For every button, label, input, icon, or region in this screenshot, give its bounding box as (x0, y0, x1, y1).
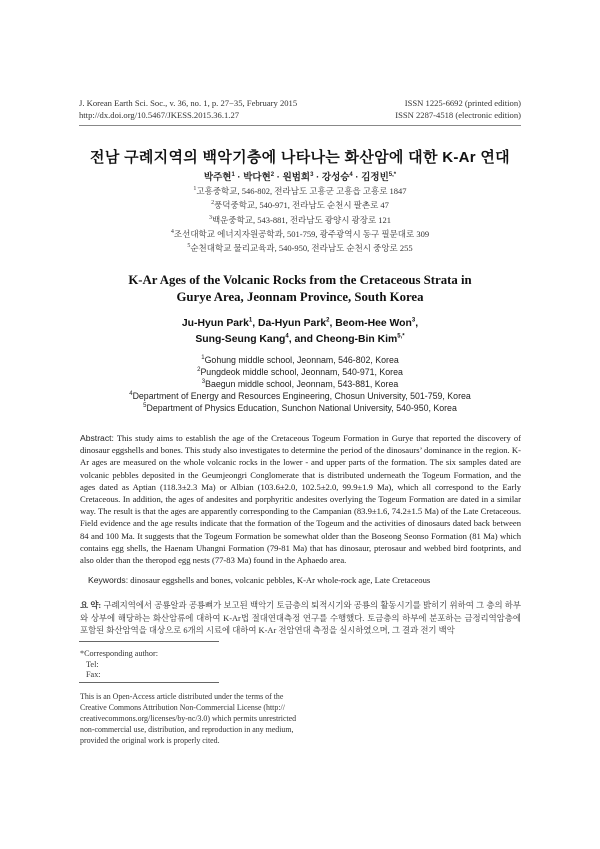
author-affiliation-mark: 3 (411, 317, 416, 324)
journal-citation: J. Korean Earth Sci. Soc., v. 36, no. 1, p. 27−35, February 2015 (79, 98, 298, 108)
affiliation-text: 백운중학교, 543-881, 전라남도 광양시 광장로 121 (211, 214, 392, 225)
affiliation-line (0, 241, 600, 255)
author-affiliation-mark: 3 (310, 171, 314, 178)
abstract (80, 432, 521, 566)
corresponding-footnote (80, 649, 158, 681)
korean-affiliations (0, 184, 600, 255)
abstract-text: This study aims to establish the age of the Cretaceous Togeum Formation in Gurye that reported the discovery of dinosaur eggshells and bones. This study also investigates to determine the period of the dinosaurs’ dominance in the region. K-Ar ages are measured on the whole volcanic rocks in the lower - and upper parts of the formation. The six samples dated are volcanic pebbles deposited in the Geumjeongri Conglomerate that is distributed underneath the Togeum Formation, and the ages dated as Aptian (118.3±2.3 Ma) or Albian (103.6±2.0, 102.5±2.0, 99.9±1.9 Ma), which all correspond to the Early Cretaceous. In addition, the ages of andesites and porphyritic andesites overlying the Togeum Formation are dated in a similar way. The result is that the ages are apparently corresponding to the Campanian (83.9±1.6, 74.2±1.5 Ma) of the Late Cretaceous. Field evidence and the age results indicate that the formation of the Togeum and the activities of dinosaurs dated back between 84 and 100 Ma. It suggests that the Togeum Formation be somewhat older than the Boseong Seonso Formation (81 Ma) which contains egg shells, the Haenam Uhangni Formation (79-81 Ma) that has dinosaur, pterosaur and webbed bird footprints, and also older than the theropod egg nests (77-83 Ma) found in the Aphaedo area. (80, 433, 521, 566)
affiliation-text: Department of Energy and Resources Engineering, Chosun University, 501-759, Korea (132, 391, 471, 401)
affiliation-line (0, 366, 600, 378)
korean-abstract-label: 요 약: (80, 601, 102, 610)
affiliation-text: 조선대학교 에너지자원공학과, 501-759, 광주광역시 동구 필문대로 309 (173, 228, 430, 239)
affiliation-text: Gohung middle school, Jeonnam, 546-802, Korea (204, 355, 399, 365)
affiliation-mark: 1 (201, 355, 205, 362)
doi-link[interactable]: http://dx.doi.org/10.5467/JKESS.2015.36.1.27 (79, 109, 240, 120)
affiliation-text: 풍덕중학교, 540-971, 전라남도 순천시 팔촌로 47 (214, 200, 389, 211)
affiliation-line (0, 184, 600, 198)
affiliation-line (0, 378, 600, 390)
author-affiliation-mark: 1 (248, 317, 253, 324)
affiliation-line (0, 198, 600, 212)
license-line: This is an Open-Access article distributed under the terms of the (80, 692, 284, 701)
affiliation-line (0, 213, 600, 227)
corresponding-author: *Corresponding author: (80, 649, 158, 658)
footnote-divider (79, 641, 219, 642)
keywords-text: dinosaur eggshells and bones, volcanic pebbles, K-Ar whole-rock age, Late Cretaceous (130, 575, 431, 585)
korean-abstract-text: 구례지역에서 공룡알과 공룡뼈가 보고된 백악기 토금층의 퇴적시기와 공룡의 활동시기를 밝히기 위하여 그 층의 하부와 상부에 해당하는 화산암류에 대하여 K-Ar법 절대연대측정 연구를 수행했다. 토금층의 하부에 분포하는 금정리역암층에 포함된 화산암역을 대상으로 6개의 시료에 대하여 K-Ar 전암연대 측정을 실시하였으며, 그 결과 전기 백악 (80, 601, 521, 636)
license-line: Creative Commons Attribution Non-Commercial License (http:// (80, 702, 285, 712)
english-title-line-1: K-Ar Ages of the Volcanic Rocks from the Cretaceous Strata in (128, 273, 472, 287)
author-name: Da-Hyun Park (258, 318, 327, 329)
author-affiliation-mark: 5,* (397, 333, 405, 340)
author-name: 박주현 (203, 172, 232, 183)
affiliation-mark: 2 (197, 367, 201, 374)
abstract-label: Abstract: (80, 433, 114, 443)
author-affiliation-mark: 2 (270, 171, 275, 178)
english-title-line-2: Gurye Area, Jeonnam Province, South Korea (176, 290, 424, 304)
author-name: 박다현 (243, 172, 271, 183)
affiliation-line (0, 227, 600, 241)
fax-line: Fax: (86, 670, 101, 679)
author-name: Ju-Hyun Park (181, 318, 249, 329)
author-affiliation-mark: 5,* (388, 171, 397, 178)
author-affiliation-mark: 4 (349, 171, 353, 178)
author-name: Beom-Hee Won (335, 318, 412, 329)
affiliation-mark: 5 (143, 403, 147, 410)
affiliation-text: 고흥중학교, 546-802, 전라남도 고흥군 고흥읍 고흥로 1847 (196, 186, 407, 196)
english-authors-line-2: Sung-Seung Kang$^4$, and Cheong-Bin Kim$^{5,*}$ (195, 333, 405, 345)
affiliation-text: 순천대학교 물리교육과, 540-950, 전라남도 순천시 중앙로 255 (190, 243, 413, 254)
author-affiliation-mark: 2 (326, 317, 330, 324)
issn-header (395, 98, 521, 121)
header-divider (79, 125, 521, 126)
affiliation-line (0, 402, 600, 414)
affiliation-mark: 2 (211, 200, 215, 207)
author-name: Sung-Seung Kang (195, 334, 286, 345)
affiliation-text: Baegun middle school, Jeonnam, 543-881, Korea (205, 379, 399, 389)
author-name: 김정빈 (361, 172, 389, 183)
license-notice (80, 692, 297, 747)
license-line: creativecommons.org/licenses/by-nc/3.0) which permits unrestricted (80, 713, 297, 723)
author-name: Cheong-Bin Kim (315, 334, 398, 345)
license-divider (79, 682, 219, 683)
author-affiliation-mark: 1 (231, 171, 235, 178)
affiliation-line (0, 390, 600, 402)
english-authors (0, 316, 600, 348)
author-affiliation-mark: 4 (285, 333, 289, 340)
affiliation-mark: 1 (193, 186, 197, 193)
affiliation-text: Pungdeok middle school, Jeonnam, 540-971, Korea (200, 367, 403, 377)
issn-electronic: ISSN 2287-4518 (electronic edition) (395, 109, 521, 120)
english-affiliations (0, 354, 600, 414)
tel-line: Tel: (86, 659, 99, 669)
affiliation-mark: 3 (201, 379, 206, 386)
english-authors-line-1: Ju-Hyun Park$^1$, Da-Hyun Park$^2$, Beom-Hee Won$^3$, (181, 317, 419, 329)
korean-authors: 박주현$^1$ · 박다현$^2$ · 원범희$^3$ · 강성승$^4$ · 김정빈$^{5,*}$ (203, 171, 397, 183)
author-name: 원범희 (282, 172, 311, 183)
korean-abstract (80, 600, 521, 638)
affiliation-text: Department of Physics Education, Sunchon National University, 540-950, Korea (146, 403, 457, 413)
english-title (0, 272, 600, 306)
license-line: non-commercial use, distribution, and reproduction in any medium, (80, 724, 294, 734)
affiliation-mark: 4 (170, 229, 174, 236)
author-name: 강성승 (321, 172, 350, 183)
affiliation-mark: 3 (208, 214, 212, 221)
journal-header (79, 98, 297, 121)
issn-print: ISSN 1225-6692 (printed edition) (404, 98, 521, 108)
affiliation-mark: 5 (187, 243, 191, 250)
keywords (88, 575, 430, 585)
affiliation-mark: 4 (129, 391, 133, 398)
korean-title: 전남 구례지역의 백악기층에 나타나는 화산암에 대한 K-Ar 연대 (90, 149, 510, 166)
license-line: provided the original work is properly cited. (80, 735, 220, 745)
keywords-label: Keywords: (88, 575, 129, 585)
affiliation-line (0, 354, 600, 366)
